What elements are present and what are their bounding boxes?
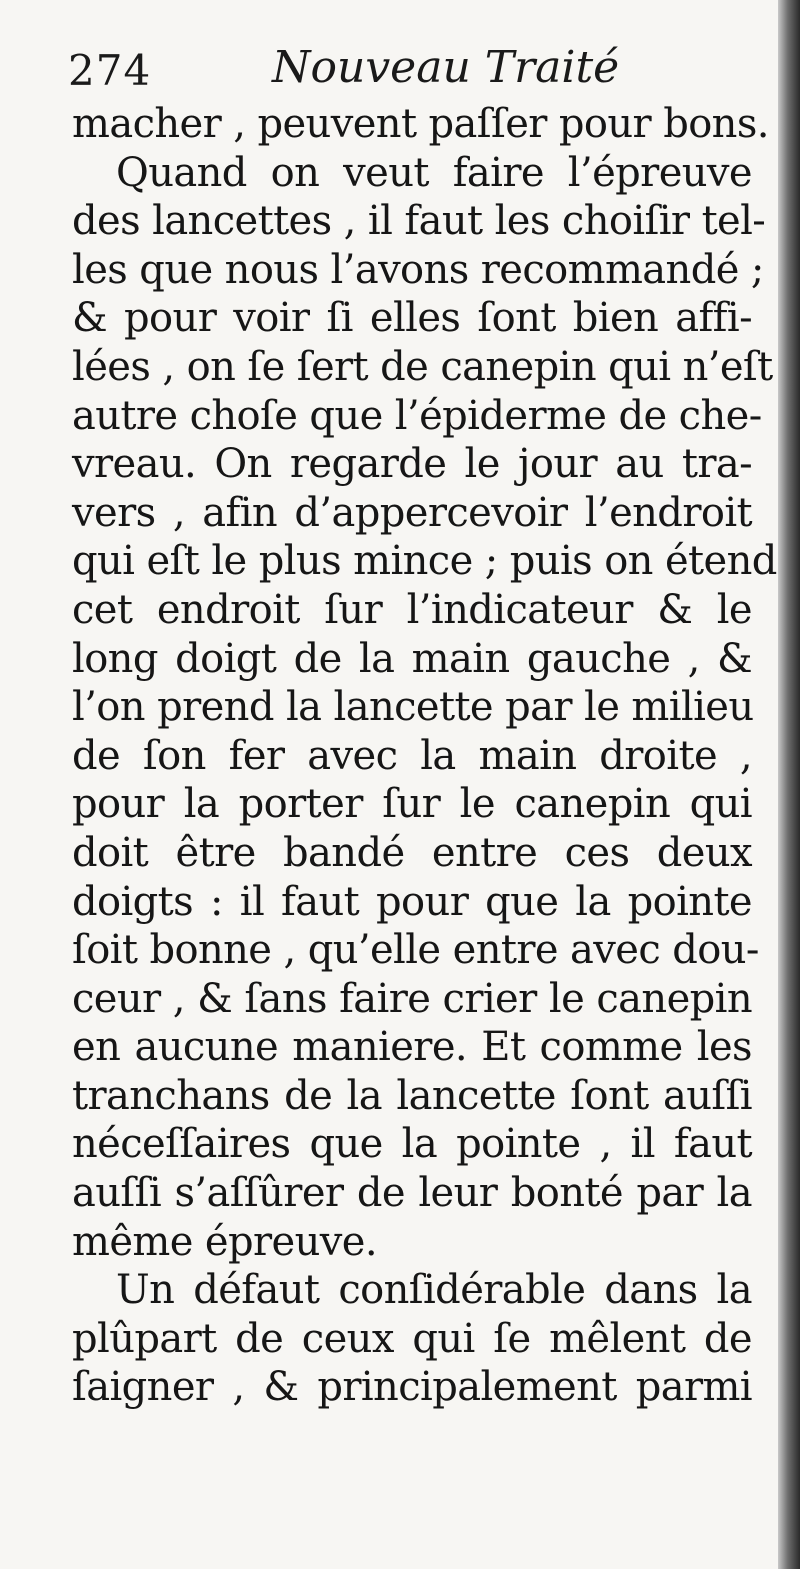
text-line: en aucune maniere. Et comme les <box>72 1024 752 1071</box>
text-line: cet endroit ſur l’indicateur & le <box>72 586 752 633</box>
text-line: des lancettes , il faut les choiſir tel- <box>72 198 766 245</box>
text-line: ſoit bonne , qu’elle entre avec dou- <box>72 927 759 974</box>
text-line: autre choſe que l’épiderme de che- <box>72 392 762 439</box>
text-line: ſaigner , & principalement parmi <box>72 1364 752 1411</box>
text-line: & pour voir ſi elles ſont bien affi- <box>72 295 752 342</box>
page-number: 274 <box>68 46 152 95</box>
text-line: de ſon fer avec la main droite , <box>72 732 752 779</box>
text-line: l’on prend la lancette par le milieu <box>72 684 754 731</box>
binding-edge <box>778 0 800 1569</box>
text-line: tranchans de la lancette ſont auſſi <box>72 1072 752 1119</box>
text-line: doigts : il faut pour que la pointe <box>72 878 752 925</box>
text-line: Un défaut conſidérable dans la <box>116 1267 752 1314</box>
text-line: plûpart de ceux qui ſe mêlent de <box>72 1315 752 1362</box>
running-title: Nouveau Traité <box>272 42 620 93</box>
text-line: néceſſaires que la pointe , il faut <box>72 1121 752 1168</box>
body-text <box>72 100 777 1412</box>
text-line: vreau. On regarde le jour au tra- <box>72 441 752 488</box>
text-line: lées , on ſe ſert de canepin qui n’eſt <box>72 343 773 390</box>
text-line: pour la porter ſur le canepin qui <box>72 781 752 828</box>
text-line: les que nous l’avons recommandé ; <box>72 246 764 293</box>
text-line: auſſi s’aſſûrer de leur bonté par la <box>72 1170 752 1217</box>
page-header <box>68 40 748 102</box>
text-line: vers , afin d’appercevoir l’endroit <box>72 489 752 536</box>
text-line: macher , peuvent paſſer pour bons. <box>72 101 769 147</box>
text-line: même épreuve. <box>72 1218 377 1265</box>
text-line: long doigt de la main gauche , & <box>72 635 752 682</box>
text-line: doit être bandé entre ces deux <box>72 829 752 876</box>
text-line: ceur , & ſans faire crier le canepin <box>72 975 752 1022</box>
text-line: Quand on veut faire l’épreuve <box>116 149 752 196</box>
text-line: qui eſt le plus mince ; puis on étend <box>72 538 777 585</box>
